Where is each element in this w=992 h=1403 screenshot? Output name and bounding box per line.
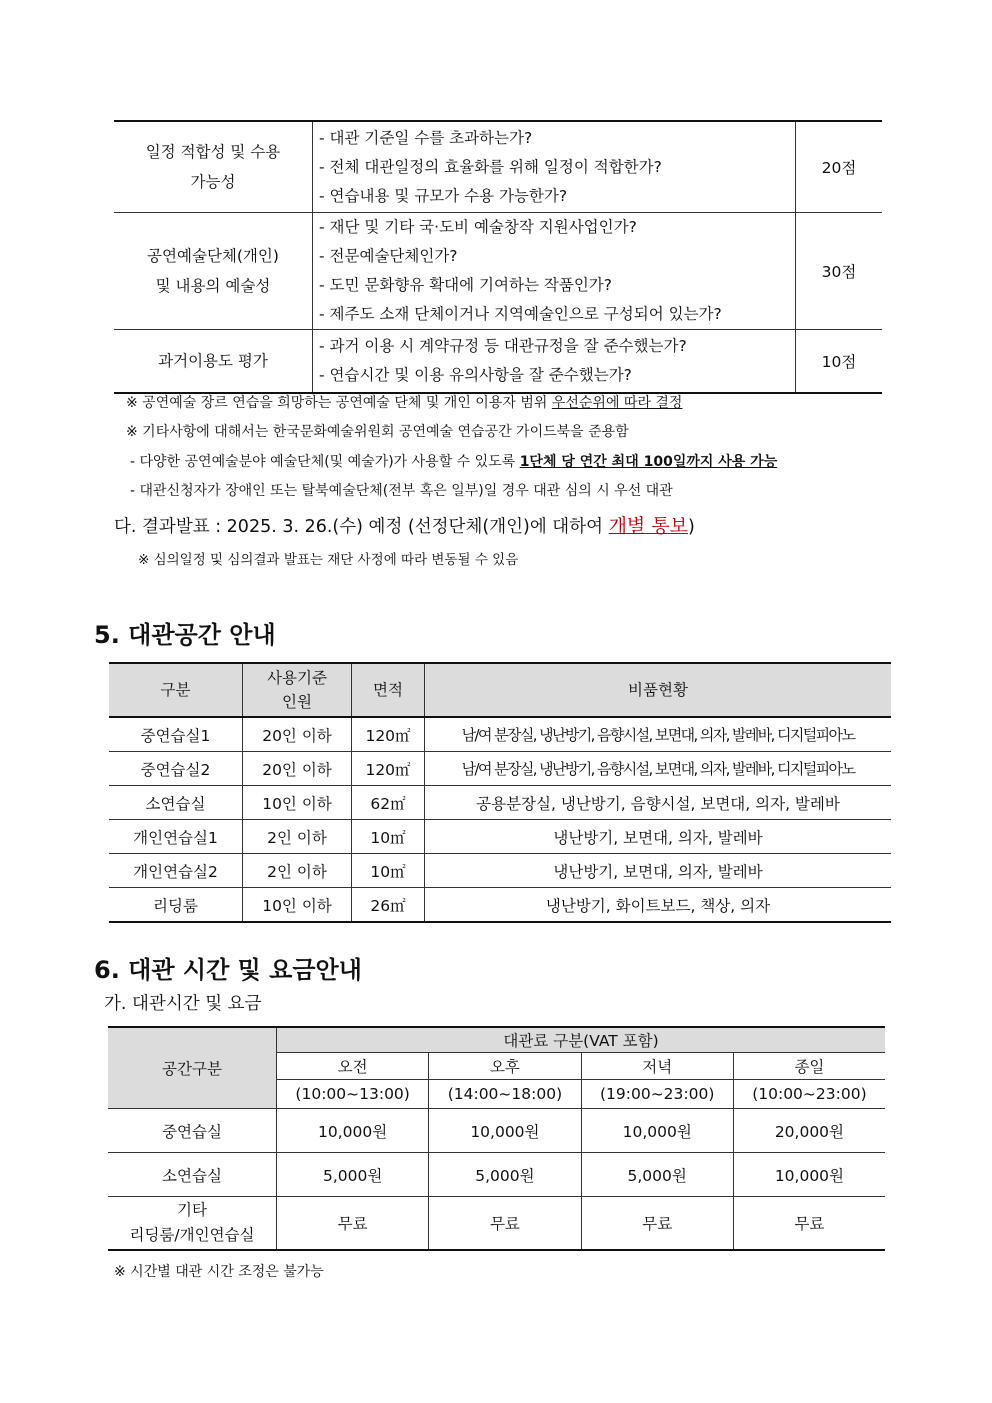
period-time: (10:00~13:00) <box>277 1080 429 1109</box>
table-row: 소연습실 5,000원 5,000원 5,000원 10,000원 <box>108 1153 885 1197</box>
note-usage-limit: - 다양한 공연예술분야 예술단체(및 예술가)가 사용할 수 있도록 1단체 당 연간 최대 100일까지 사용 가능 <box>130 454 778 470</box>
period-time: (14:00~18:00) <box>429 1080 581 1109</box>
table-row: 중연습실 10,000원 10,000원 10,000원 20,000원 <box>108 1109 885 1153</box>
period-time: (19:00~23:00) <box>581 1080 733 1109</box>
column-header: 구분 <box>109 663 243 717</box>
table-row: 개인연습실2 2인 이하 10㎡ 냉난방기, 보면대, 의자, 발레바 <box>109 854 891 888</box>
evaluation-criteria-table <box>114 120 882 394</box>
criteria-category: 공연예술단체(개인) 및 내용의 예술성 <box>114 213 313 330</box>
criteria-items: - 대관 기준일 수를 초과하는가? - 전체 대관일정의 효율화를 위해 일정이 적합한가? - 연습내용 및 규모가 수용 가능한가? <box>313 121 796 213</box>
criteria-score: 10점 <box>796 330 883 394</box>
table-row: 중연습실2 20인 이하 120㎡ 남/여 분장실, 냉난방기, 음향시설, 보면대, 의자, 발레바, 디지털피아노 <box>109 752 891 786</box>
note-guidebook: ※ 기타사항에 대해서는 한국문화예술위원회 공연예술 연습공간 가이드북을 준용함 <box>126 424 629 440</box>
table-row <box>114 330 882 394</box>
criteria-score: 20점 <box>796 121 883 213</box>
period-name: 오후 <box>429 1053 581 1080</box>
table-row: 기타 리딩룸/개인연습실 무료 무료 무료 무료 <box>108 1197 885 1251</box>
section-title: 6. 대관 시간 및 요금안내 <box>94 956 362 984</box>
column-header: 면적 <box>352 663 425 717</box>
note-usage-limit-bold: 1단체 당 연간 최대 100일까지 사용 가능 <box>519 454 778 470</box>
note-priority-underline: 우선순위에 따라 결정 <box>551 395 683 411</box>
criteria-items: - 재단 및 기타 국·도비 예술창작 지원사업인가? - 전문예술단체인가? - 도민 문화향유 확대에 기여하는 작품인가? - 제주도 소재 단체이거나 지역예술인으로 구성되어 있는가? <box>313 213 796 330</box>
table-row: 리딩룸 10인 이하 26㎡ 냉난방기, 화이트보드, 책상, 의자 <box>109 888 891 923</box>
table-row: 개인연습실1 2인 이하 10㎡ 냉난방기, 보면대, 의자, 발레바 <box>109 820 891 854</box>
criteria-score: 30점 <box>796 213 883 330</box>
period-name: 오전 <box>277 1053 429 1080</box>
column-header: 비품현황 <box>425 663 892 717</box>
period-name: 저녁 <box>581 1053 733 1080</box>
note-priority-rental: - 대관신청자가 장애인 또는 탈북예술단체(전부 혹은 일부)일 경우 대관 심의 시 우선 대관 <box>130 483 673 499</box>
rental-fee-table <box>108 1026 885 1251</box>
rental-space-table <box>109 662 891 923</box>
period-time: (10:00~23:00) <box>733 1080 885 1109</box>
subsection-title: 가. 대관시간 및 요금 <box>104 994 262 1014</box>
result-note: ※ 심의일정 및 심의결과 발표는 재단 사정에 따라 변동될 수 있음 <box>138 552 519 568</box>
fee-note: ※ 시간별 대관 시간 조정은 불가능 <box>114 1264 324 1280</box>
table-row: 중연습실1 20인 이하 120㎡ 남/여 분장실, 냉난방기, 음향시설, 보면대, 의자, 발레바, 디지털피아노 <box>109 717 891 752</box>
section-title: 5. 대관공간 안내 <box>94 621 276 649</box>
result-announcement: 다. 결과발표 : 2025. 3. 26.(수) 예정 (선정단체(개인)에 대하여 개별 통보) <box>114 515 695 537</box>
table-row: 소연습실 10인 이하 62㎡ 공용분장실, 냉난방기, 음향시설, 보면대, 의자, 발레바 <box>109 786 891 820</box>
table-row <box>114 121 882 213</box>
column-header: 사용기준 인원 <box>243 663 352 717</box>
criteria-category: 과거이용도 평가 <box>114 330 313 394</box>
table-row <box>114 213 882 330</box>
individual-notice: 개별 통보 <box>608 515 689 537</box>
column-group-header: 대관료 구분(VAT 포함) <box>277 1027 886 1053</box>
column-header: 공간구분 <box>108 1027 277 1109</box>
note-priority: ※ 공연예술 장르 연습을 희망하는 공연예술 단체 및 개인 이용자 범위 우선순위에 따라 결정 <box>126 395 683 411</box>
criteria-category: 일정 적합성 및 수용 가능성 <box>114 121 313 213</box>
period-name: 종일 <box>733 1053 885 1080</box>
criteria-items: - 과거 이용 시 계약규정 등 대관규정을 잘 준수했는가? - 연습시간 및 이용 유의사항을 잘 준수했는가? <box>313 330 796 394</box>
table-header-row <box>109 663 891 717</box>
